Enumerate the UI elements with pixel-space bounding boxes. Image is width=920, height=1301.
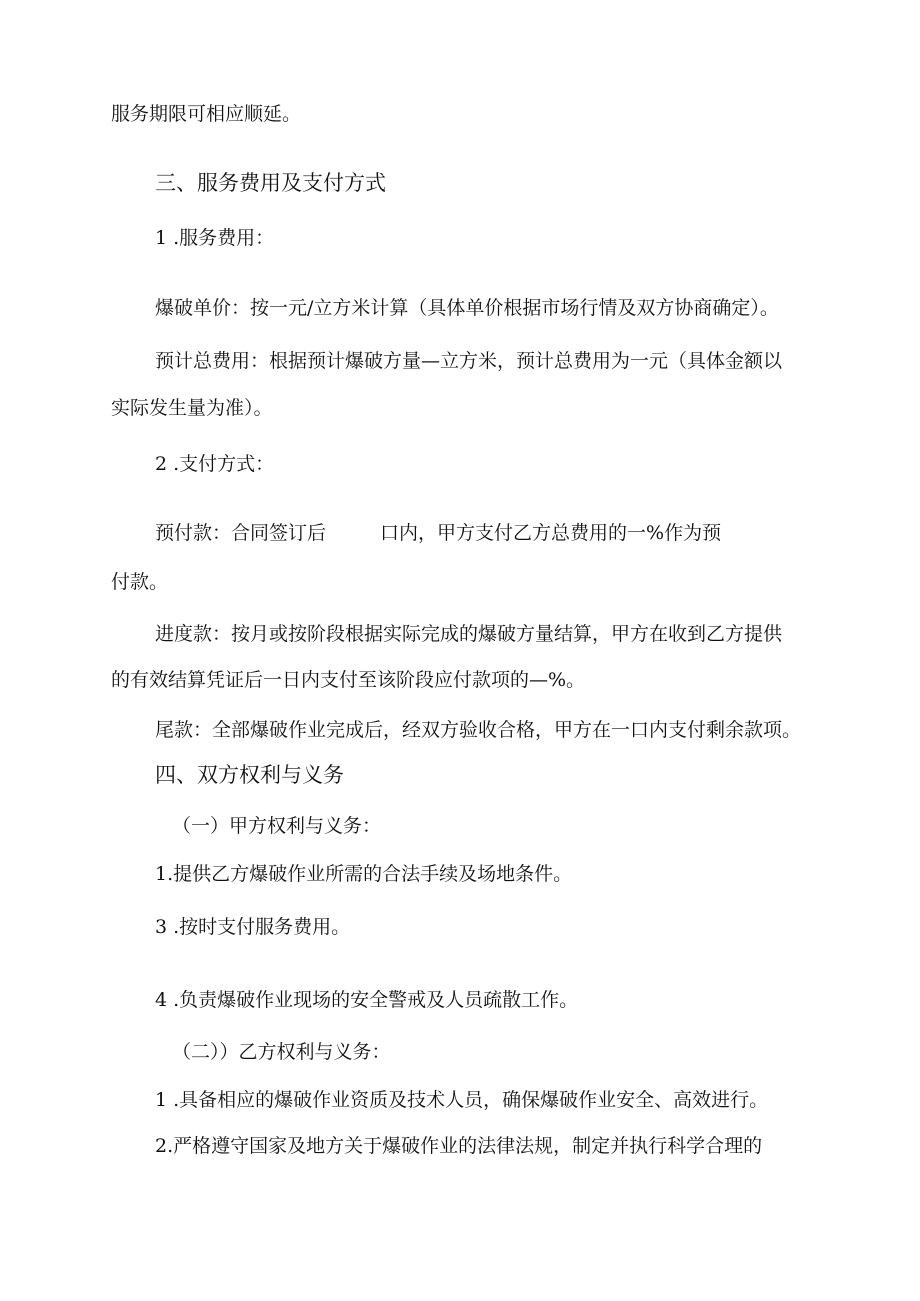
paragraph-line: 实际发生量为准）。 (111, 397, 273, 419)
paragraph-line: 进度款：按月或按阶段根据实际完成的爆破方量结算，甲方在收到乙方提供 (155, 623, 783, 645)
paragraph-line: 付款。 (111, 571, 169, 593)
paragraph-line: 4 .负责爆破作业现场的安全警戒及人员疏散工作。 (155, 989, 579, 1011)
section-heading: 三、服务费用及支付方式 (155, 171, 386, 195)
subsection-heading: （二））乙方权利与义务： (172, 1041, 391, 1063)
paragraph-line: 爆破单价：按一元/立方米计算（具体单价根据市场行情及双方协商确定）。 (155, 297, 779, 319)
paragraph-line: 1 .服务费用： (155, 227, 275, 249)
paragraph-line: 服务期限可相应顺延。 (111, 103, 302, 125)
paragraph-line: 预付款：合同签订后 口内，甲方支付乙方总费用的一%作为预 (155, 522, 722, 544)
paragraph-line: 3 .按时支付服务费用。 (155, 916, 351, 938)
paragraph-line: 的有效结算凭证后一日内支付至该阶段应付款项的—%。 (111, 669, 586, 691)
paragraph-line: 2.严格遵守国家及地方关于爆破作业的法律法规，制定并执行科学合理的 (155, 1135, 763, 1157)
paragraph-line: 1.提供乙方爆破作业所需的合法手续及场地条件。 (155, 863, 573, 885)
paragraph-line: 1 .具备相应的爆破作业资质及技术人员，确保爆破作业安全、高效进行。 (155, 1089, 769, 1111)
paragraph-line: 尾款：全部爆破作业完成后，经双方验收合格，甲方在一口内支付剩余款项。 (155, 719, 802, 741)
subsection-heading: （一）甲方权利与义务： (172, 815, 382, 837)
paragraph-line: 预计总费用：根据预计爆破方量—立方米，预计总费用为一元（具体金额以 (155, 350, 783, 372)
section-heading: 四、双方权利与义务 (155, 763, 344, 787)
paragraph-line: 2 .支付方式： (155, 453, 275, 475)
